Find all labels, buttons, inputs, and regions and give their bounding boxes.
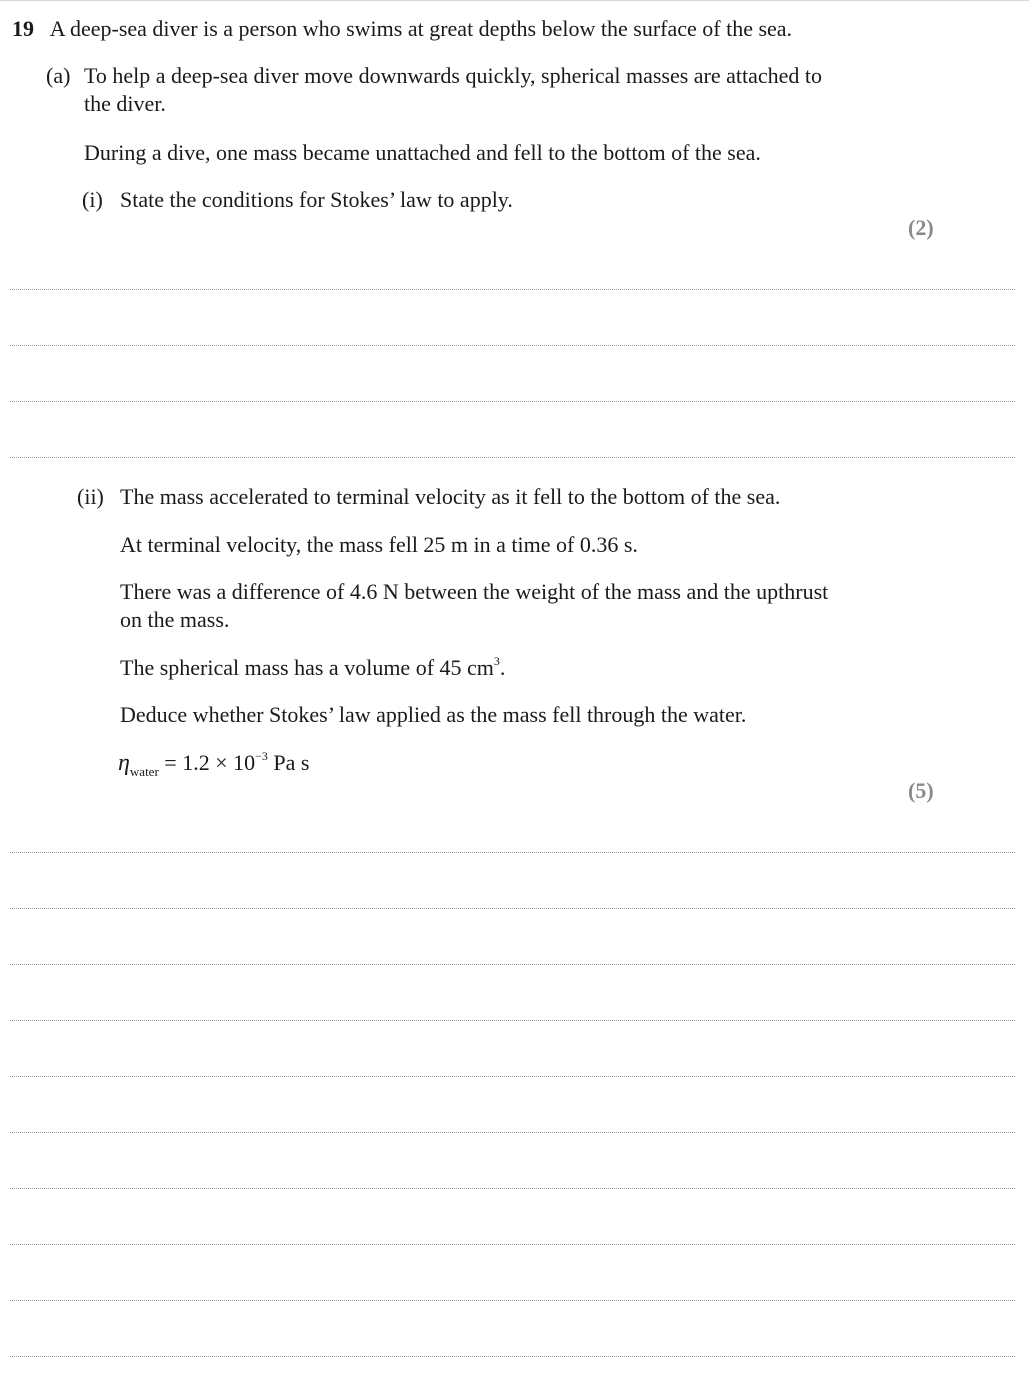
question-number: 19 [12,16,34,41]
eta-symbol: η [118,750,130,776]
part-ii-p3b: on the mass. [120,607,230,632]
volume-exponent: 3 [493,654,500,668]
answer-line[interactable] [10,1132,1015,1133]
part-i-marks: (2) [908,215,934,240]
question-intro: A deep-sea diver is a person who swims at great depths below the surface of the sea. [49,16,793,41]
answer-line[interactable] [10,1244,1015,1245]
eta-equation: = 1.2 × 10 [158,750,256,775]
viscosity-formula [118,749,310,779]
part-ii-p1: The mass accelerated to terminal velocity as it fell to the bottom of the sea. [120,484,781,509]
answer-line[interactable] [10,345,1015,346]
answer-line[interactable] [10,1076,1015,1077]
part-ii-p5: Deduce whether Stokes’ law applied as the mass fell through the water. [120,702,747,727]
answer-line[interactable] [10,1188,1015,1189]
part-a-label: (a) [46,63,71,88]
answer-line[interactable] [10,289,1015,290]
part-i-text: State the conditions for Stokes’ law to apply. [120,187,513,212]
answer-line[interactable] [10,1300,1015,1301]
volume-end: . [499,655,506,680]
part-a-line3: During a dive, one mass became unattached and fell to the bottom of the sea. [84,140,761,165]
answer-line[interactable] [10,457,1015,458]
eta-unit: Pa s [267,750,310,775]
part-i-label: (i) [82,187,103,212]
part-ii-marks: (5) [908,778,934,803]
part-ii-label: (ii) [77,484,104,509]
page-top-border [0,0,1029,1]
part-ii-p3a: There was a difference of 4.6 N between the weight of the mass and the upthrust [120,579,829,604]
part-a-line1: To help a deep-sea diver move downwards quickly, spherical masses are attached to [84,63,823,88]
answer-line[interactable] [10,964,1015,965]
volume-text: The spherical mass has a volume of 45 cm [120,655,494,680]
answer-line[interactable] [10,908,1015,909]
answer-line[interactable] [10,1356,1015,1357]
part-ii-p2: At terminal velocity, the mass fell 25 m in a time of 0.36 s. [120,532,638,557]
answer-line[interactable] [10,1020,1015,1021]
eta-subscript: water [129,764,159,779]
eta-exponent: −3 [255,749,268,763]
answer-line[interactable] [10,401,1015,402]
part-ii-p4 [120,655,505,681]
answer-line[interactable] [10,852,1015,853]
question-line [12,16,792,42]
part-a-line2: the diver. [84,91,166,116]
